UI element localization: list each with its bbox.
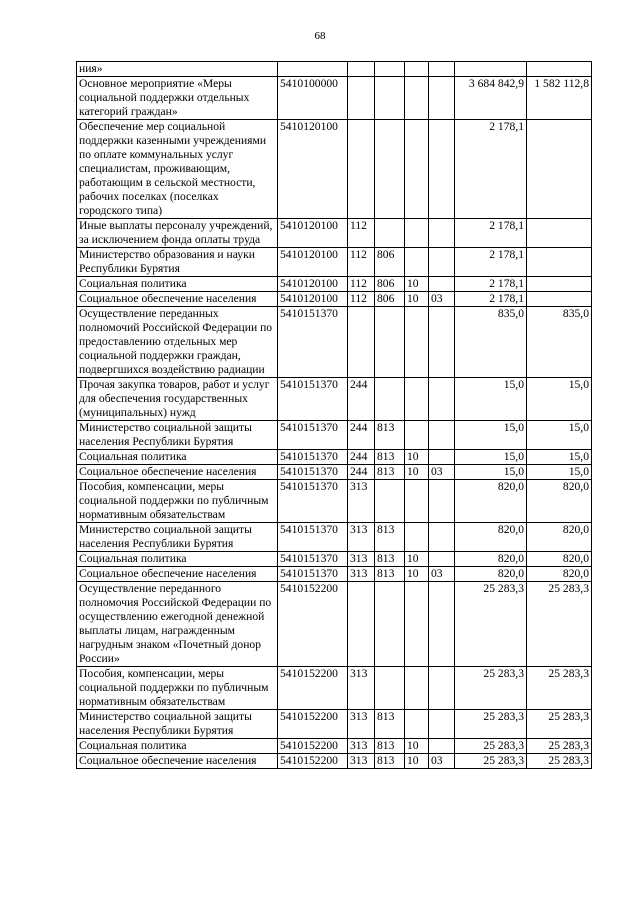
section-cell: [405, 62, 429, 77]
row-name-cell: Социальное обеспечение населения: [77, 754, 278, 769]
table-row: [77, 710, 592, 739]
amount-year-2-cell: [527, 292, 592, 307]
row-name-cell: Социальная политика: [77, 552, 278, 567]
row-name-cell: Пособия, компенсации, меры социальной поддержки по публичным нормативным обязательствам: [77, 480, 278, 523]
expense-type-cell: [348, 582, 375, 667]
amount-year-2-cell: 15,0: [527, 465, 592, 480]
row-name-cell: ния»: [77, 62, 278, 77]
amount-year-2-cell: 25 283,3: [527, 710, 592, 739]
amount-year-2-cell: 25 283,3: [527, 754, 592, 769]
row-name-cell: Иные выплаты персоналу учреждений, за исключением фонда оплаты труда: [77, 219, 278, 248]
section-cell: [405, 710, 429, 739]
amount-year-2-cell: 15,0: [527, 421, 592, 450]
target-code-cell: 5410152200: [278, 667, 348, 710]
subsection-cell: [429, 450, 455, 465]
row-name-cell: Обеспечение мер социальной поддержки казенными учреждениями по оплате коммунальных услуг специалистам, проживающим, работающим в сельской местности, рабочих поселках (поселках городского типа): [77, 120, 278, 219]
administrator-code-cell: 806: [375, 248, 405, 277]
row-name-cell: Министерство образования и науки Республики Бурятия: [77, 248, 278, 277]
section-cell: [405, 582, 429, 667]
expense-type-cell: 313: [348, 710, 375, 739]
row-name-cell: Осуществление переданных полномочий Российской Федерации по предоставлению отдельных мер социальной поддержки граждан, подвергшихся воздействию радиации: [77, 307, 278, 378]
section-cell: 10: [405, 277, 429, 292]
amount-year-2-cell: 820,0: [527, 552, 592, 567]
amount-year-2-cell: 1 582 112,8: [527, 77, 592, 120]
amount-year-1-cell: 25 283,3: [455, 754, 527, 769]
amount-year-2-cell: [527, 120, 592, 219]
amount-year-2-cell: 25 283,3: [527, 739, 592, 754]
subsection-cell: [429, 378, 455, 421]
section-cell: [405, 378, 429, 421]
budget-table: [76, 61, 592, 769]
table-row: [77, 378, 592, 421]
administrator-code-cell: 813: [375, 450, 405, 465]
target-code-cell: 5410100000: [278, 77, 348, 120]
expense-type-cell: [348, 77, 375, 120]
target-code-cell: 5410152200: [278, 754, 348, 769]
subsection-cell: [429, 421, 455, 450]
target-code-cell: 5410151370: [278, 378, 348, 421]
table-row: [77, 277, 592, 292]
amount-year-2-cell: 15,0: [527, 378, 592, 421]
administrator-code-cell: [375, 307, 405, 378]
table-row: [77, 739, 592, 754]
amount-year-1-cell: 2 178,1: [455, 277, 527, 292]
amount-year-1-cell: 3 684 842,9: [455, 77, 527, 120]
subsection-cell: [429, 552, 455, 567]
expense-type-cell: 313: [348, 567, 375, 582]
administrator-code-cell: 813: [375, 552, 405, 567]
amount-year-1-cell: 2 178,1: [455, 248, 527, 277]
subsection-cell: [429, 710, 455, 739]
expense-type-cell: 313: [348, 754, 375, 769]
section-cell: 10: [405, 450, 429, 465]
amount-year-1-cell: 25 283,3: [455, 582, 527, 667]
administrator-code-cell: [375, 480, 405, 523]
administrator-code-cell: 806: [375, 292, 405, 307]
expense-type-cell: [348, 62, 375, 77]
row-name-cell: Социальная политика: [77, 450, 278, 465]
amount-year-1-cell: 15,0: [455, 450, 527, 465]
row-name-cell: Осуществление переданного полномочия Российской Федерации по осуществлению ежегодной денежной выплаты лицам, награжденным нагрудным знаком «Почетный донор России»: [77, 582, 278, 667]
target-code-cell: 5410152200: [278, 739, 348, 754]
target-code-cell: 5410151370: [278, 480, 348, 523]
table-row: [77, 465, 592, 480]
subsection-cell: [429, 62, 455, 77]
administrator-code-cell: [375, 120, 405, 219]
section-cell: [405, 307, 429, 378]
amount-year-2-cell: 820,0: [527, 480, 592, 523]
amount-year-1-cell: 15,0: [455, 421, 527, 450]
section-cell: [405, 480, 429, 523]
amount-year-2-cell: 25 283,3: [527, 582, 592, 667]
target-code-cell: 5410120100: [278, 219, 348, 248]
administrator-code-cell: 813: [375, 754, 405, 769]
administrator-code-cell: [375, 219, 405, 248]
administrator-code-cell: 813: [375, 567, 405, 582]
table-row: [77, 523, 592, 552]
expense-type-cell: 244: [348, 450, 375, 465]
subsection-cell: 03: [429, 465, 455, 480]
amount-year-1-cell: 820,0: [455, 567, 527, 582]
section-cell: 10: [405, 754, 429, 769]
subsection-cell: [429, 219, 455, 248]
target-code-cell: 5410151370: [278, 567, 348, 582]
amount-year-1-cell: 15,0: [455, 378, 527, 421]
administrator-code-cell: [375, 582, 405, 667]
row-name-cell: Социальная политика: [77, 277, 278, 292]
section-cell: 10: [405, 567, 429, 582]
expense-type-cell: 112: [348, 292, 375, 307]
amount-year-2-cell: 820,0: [527, 567, 592, 582]
section-cell: [405, 248, 429, 277]
amount-year-1-cell: 2 178,1: [455, 219, 527, 248]
amount-year-1-cell: 25 283,3: [455, 710, 527, 739]
expense-type-cell: 112: [348, 277, 375, 292]
amount-year-2-cell: [527, 62, 592, 77]
subsection-cell: [429, 480, 455, 523]
expense-type-cell: [348, 120, 375, 219]
table-row: [77, 292, 592, 307]
amount-year-2-cell: [527, 277, 592, 292]
table-row: [77, 248, 592, 277]
row-name-cell: Основное мероприятие «Меры социальной поддержки отдельных категорий граждан»: [77, 77, 278, 120]
amount-year-2-cell: 835,0: [527, 307, 592, 378]
expense-type-cell: 112: [348, 219, 375, 248]
amount-year-1-cell: 25 283,3: [455, 739, 527, 754]
table-row: [77, 450, 592, 465]
row-name-cell: Социальное обеспечение населения: [77, 465, 278, 480]
target-code-cell: 5410120100: [278, 120, 348, 219]
administrator-code-cell: [375, 62, 405, 77]
administrator-code-cell: 813: [375, 710, 405, 739]
section-cell: [405, 667, 429, 710]
administrator-code-cell: [375, 77, 405, 120]
administrator-code-cell: 813: [375, 739, 405, 754]
table-row: [77, 754, 592, 769]
table-row: [77, 552, 592, 567]
expense-type-cell: 313: [348, 523, 375, 552]
amount-year-2-cell: [527, 248, 592, 277]
row-name-cell: Прочая закупка товаров, работ и услуг для обеспечения государственных (муниципальных) нужд: [77, 378, 278, 421]
table-row: [77, 667, 592, 710]
expense-type-cell: 112: [348, 248, 375, 277]
expense-type-cell: 313: [348, 480, 375, 523]
administrator-code-cell: 813: [375, 523, 405, 552]
table-row: [77, 307, 592, 378]
section-cell: 10: [405, 552, 429, 567]
table-row: [77, 567, 592, 582]
section-cell: 10: [405, 292, 429, 307]
amount-year-1-cell: 835,0: [455, 307, 527, 378]
target-code-cell: 5410120100: [278, 277, 348, 292]
target-code-cell: 5410151370: [278, 465, 348, 480]
target-code-cell: 5410151370: [278, 450, 348, 465]
subsection-cell: [429, 667, 455, 710]
amount-year-2-cell: [527, 219, 592, 248]
amount-year-1-cell: [455, 62, 527, 77]
subsection-cell: [429, 523, 455, 552]
subsection-cell: [429, 277, 455, 292]
row-name-cell: Министерство социальной защиты населения Республики Бурятия: [77, 523, 278, 552]
target-code-cell: 5410152200: [278, 582, 348, 667]
expense-type-cell: [348, 307, 375, 378]
section-cell: [405, 421, 429, 450]
amount-year-1-cell: 820,0: [455, 523, 527, 552]
expense-type-cell: 244: [348, 421, 375, 450]
target-code-cell: 5410151370: [278, 307, 348, 378]
subsection-cell: [429, 77, 455, 120]
target-code-cell: 5410151370: [278, 523, 348, 552]
table-row: [77, 421, 592, 450]
table-row: [77, 480, 592, 523]
subsection-cell: [429, 248, 455, 277]
row-name-cell: Социальная политика: [77, 739, 278, 754]
expense-type-cell: 313: [348, 739, 375, 754]
target-code-cell: [278, 62, 348, 77]
budget-table-body: [77, 62, 592, 769]
section-cell: 10: [405, 739, 429, 754]
amount-year-2-cell: 15,0: [527, 450, 592, 465]
table-row: [77, 120, 592, 219]
amount-year-1-cell: 2 178,1: [455, 120, 527, 219]
row-name-cell: Социальное обеспечение населения: [77, 567, 278, 582]
target-code-cell: 5410151370: [278, 552, 348, 567]
section-cell: 10: [405, 465, 429, 480]
administrator-code-cell: 806: [375, 277, 405, 292]
row-name-cell: Министерство социальной защиты населения Республики Бурятия: [77, 421, 278, 450]
administrator-code-cell: [375, 667, 405, 710]
amount-year-2-cell: 25 283,3: [527, 667, 592, 710]
section-cell: [405, 77, 429, 120]
row-name-cell: Министерство социальной защиты населения Республики Бурятия: [77, 710, 278, 739]
page-number: 68: [314, 30, 326, 42]
target-code-cell: 5410120100: [278, 248, 348, 277]
expense-type-cell: 313: [348, 552, 375, 567]
expense-type-cell: 244: [348, 465, 375, 480]
target-code-cell: 5410120100: [278, 292, 348, 307]
amount-year-2-cell: 820,0: [527, 523, 592, 552]
target-code-cell: 5410152200: [278, 710, 348, 739]
table-row: [77, 582, 592, 667]
subsection-cell: [429, 120, 455, 219]
amount-year-1-cell: 820,0: [455, 480, 527, 523]
administrator-code-cell: [375, 378, 405, 421]
table-row: [77, 62, 592, 77]
subsection-cell: [429, 739, 455, 754]
amount-year-1-cell: 820,0: [455, 552, 527, 567]
amount-year-1-cell: 2 178,1: [455, 292, 527, 307]
subsection-cell: [429, 582, 455, 667]
expense-type-cell: 244: [348, 378, 375, 421]
row-name-cell: Пособия, компенсации, меры социальной поддержки по публичным нормативным обязательствам: [77, 667, 278, 710]
target-code-cell: 5410151370: [278, 421, 348, 450]
table-row: [77, 77, 592, 120]
subsection-cell: 03: [429, 754, 455, 769]
administrator-code-cell: 813: [375, 421, 405, 450]
subsection-cell: [429, 307, 455, 378]
table-row: [77, 219, 592, 248]
row-name-cell: Социальное обеспечение населения: [77, 292, 278, 307]
section-cell: [405, 219, 429, 248]
expense-type-cell: 313: [348, 667, 375, 710]
subsection-cell: 03: [429, 567, 455, 582]
administrator-code-cell: 813: [375, 465, 405, 480]
subsection-cell: 03: [429, 292, 455, 307]
section-cell: [405, 523, 429, 552]
amount-year-1-cell: 15,0: [455, 465, 527, 480]
section-cell: [405, 120, 429, 219]
amount-year-1-cell: 25 283,3: [455, 667, 527, 710]
